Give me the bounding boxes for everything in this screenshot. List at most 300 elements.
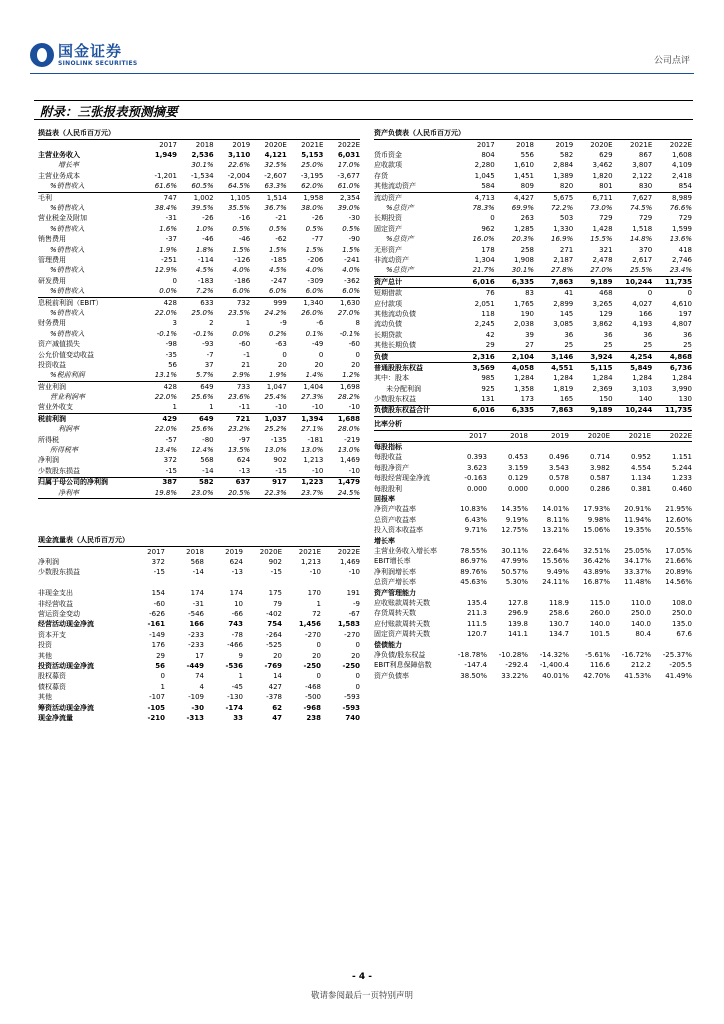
row-value: 21.7%: [455, 266, 494, 277]
row-value: 9,189: [573, 277, 612, 288]
row-value: 1,599: [671, 224, 692, 233]
row-value: 0.0%: [140, 286, 177, 297]
row-label: 其他流动资产: [374, 182, 455, 193]
row-value: [487, 588, 528, 598]
year-header: 2020E: [264, 140, 287, 149]
logo-cn: 国金证券: [58, 41, 123, 60]
table-row: [374, 277, 692, 288]
row-value: 108.0: [671, 598, 692, 607]
income-statement: [38, 127, 360, 499]
row-value: 729: [599, 214, 613, 223]
year-header: 2017: [147, 547, 165, 556]
row-label: EBIT利息保障倍数: [374, 661, 432, 670]
row-value: -0.1%: [156, 329, 178, 338]
row-label: 现金净流量: [38, 713, 73, 722]
row-value: [610, 442, 651, 453]
row-value: 130.7: [548, 619, 569, 628]
row-value: 16.87%: [583, 578, 610, 587]
year-header: 2017: [159, 140, 178, 149]
row-value: 9.49%: [546, 567, 569, 576]
row-value: 503: [559, 214, 574, 223]
row-label: 应收款项: [374, 161, 402, 170]
row-value: [446, 640, 487, 650]
row-value: -63: [275, 340, 287, 349]
table-row: [38, 276, 360, 286]
row-value: 7,627: [632, 193, 653, 202]
logo-en: SINOLINK SECURITIES: [58, 59, 138, 67]
balance-sheet: [374, 127, 692, 417]
row-value: 22.3%: [250, 488, 287, 499]
row-value: 0.1%: [305, 329, 324, 338]
row-value: 27.0%: [337, 308, 360, 317]
row-label: 营业利润率: [50, 393, 85, 402]
row-value: 0.000: [507, 484, 528, 493]
row-value: 902: [268, 558, 282, 567]
table-row: [38, 350, 360, 360]
row-value: 1,456: [298, 620, 321, 629]
row-value: 1,479: [337, 478, 360, 487]
table-row: [374, 536, 692, 546]
table-row: [374, 650, 692, 660]
row-value: 568: [190, 558, 204, 567]
row-label: 存货周转天数: [374, 609, 416, 618]
row-value: -9: [353, 599, 360, 608]
row-value: 78.3%: [472, 204, 495, 213]
row-value: 1,514: [266, 193, 287, 202]
row-label: 净资产收益率: [374, 505, 416, 514]
row-value: 1,358: [513, 384, 534, 393]
row-value: 13.0%: [301, 446, 324, 455]
row-value: 1: [316, 599, 321, 608]
row-value: 11.48%: [624, 578, 651, 587]
row-value: 732: [236, 298, 251, 307]
row-value: 582: [559, 151, 574, 160]
page-number: - 4 -: [352, 972, 372, 982]
table-row: [38, 371, 360, 382]
row-value: 263: [520, 214, 534, 223]
row-value: 2.9%: [214, 371, 251, 382]
row-value: 32.51%: [583, 546, 610, 555]
row-value: 418: [678, 245, 692, 254]
row-value: -77: [311, 235, 324, 244]
row-value: 190: [520, 309, 534, 318]
row-value: 925: [481, 384, 495, 393]
row-value: 2017: [446, 431, 487, 442]
ratio-analysis: [374, 418, 692, 681]
table-row: [38, 245, 360, 255]
row-value: 69.9%: [511, 204, 534, 213]
row-value: 6,031: [337, 151, 360, 160]
row-value: 1,284: [513, 374, 534, 383]
row-value: 211.3: [466, 609, 487, 618]
row-value: 1,037: [264, 414, 287, 423]
row-value: 820: [534, 182, 573, 193]
table-row: [38, 414, 360, 425]
row-value: 29: [156, 651, 165, 660]
table-row: [374, 546, 692, 556]
row-value: 12.75%: [501, 526, 528, 535]
row-label: 归属于母公司的净利润: [38, 478, 108, 487]
row-value: 32.5%: [264, 161, 287, 170]
row-value: 39: [525, 330, 534, 339]
row-value: -525: [266, 641, 282, 650]
row-value: 747: [163, 193, 178, 202]
row-value: 129: [599, 309, 613, 318]
row-value: -3,677: [337, 171, 360, 180]
table-row: [38, 192, 360, 203]
row-value: 25.05%: [624, 546, 651, 555]
table-row: [374, 171, 692, 181]
row-value: 6,016: [455, 277, 494, 288]
row-value: 0.5%: [305, 224, 324, 233]
row-value: 6.0%: [287, 286, 324, 297]
row-value: -7: [206, 350, 214, 359]
row-value: 296.9: [507, 609, 528, 618]
table-row: [374, 442, 692, 453]
table-row: [38, 161, 360, 171]
row-value: 72.2%: [551, 204, 574, 213]
table-row: [38, 266, 360, 276]
ratio-table: [374, 431, 692, 681]
row-value: 111.5: [466, 619, 487, 628]
row-value: 0: [160, 672, 165, 681]
ratio-title: 比率分析: [374, 418, 692, 431]
table-row: [38, 255, 360, 265]
row-value: 2: [209, 319, 214, 328]
table-row: [38, 360, 360, 370]
row-label: 净利润: [38, 558, 59, 567]
table-row: [374, 161, 692, 171]
row-value: 23.0%: [177, 488, 214, 499]
row-value: 22.0%: [154, 425, 178, 434]
row-label: 经营活动现金净流: [38, 620, 94, 629]
row-label: 所得税: [38, 435, 59, 444]
row-value: 4,109: [671, 161, 692, 170]
row-value: 1.134: [630, 474, 651, 483]
row-value: -309: [307, 276, 324, 285]
row-value: -49: [311, 340, 324, 349]
row-value: 20.5%: [214, 488, 251, 499]
row-value: 61.6%: [140, 182, 177, 193]
row-value: 10,244: [613, 405, 653, 416]
row-value: 6.0%: [250, 286, 287, 297]
row-value: 178: [481, 245, 495, 254]
row-value: -0.1%: [339, 329, 360, 338]
row-value: 1,284: [632, 374, 653, 383]
row-value: -78: [231, 630, 243, 639]
row-value: 56: [155, 661, 165, 670]
row-value: 30.11%: [501, 546, 528, 555]
row-value: [528, 640, 569, 650]
table-row: [38, 661, 360, 671]
table-row: [374, 405, 692, 416]
row-value: -13: [231, 568, 243, 577]
row-value: 28.0%: [337, 425, 360, 434]
table-row: [374, 588, 692, 598]
row-value: [487, 442, 528, 453]
row-value: -90: [348, 235, 360, 244]
row-value: 21.66%: [665, 557, 692, 566]
row-value: 170: [307, 589, 321, 598]
row-label: 资产管理能力: [374, 588, 416, 597]
row-value: 1.5%: [269, 245, 287, 254]
row-value: -60: [238, 340, 251, 349]
row-value: 1.233: [671, 474, 692, 483]
row-label: EBIT增长率: [374, 557, 411, 566]
table-row: [374, 619, 692, 629]
row-value: 1,958: [303, 193, 324, 202]
row-value: 0.952: [630, 453, 651, 462]
row-value: 1,819: [553, 384, 574, 393]
row-value: 1,451: [513, 171, 534, 180]
row-value: 2020E: [569, 431, 610, 442]
table-row: [374, 330, 692, 340]
row-value: 830: [613, 182, 653, 193]
row-value: -1,201: [154, 171, 178, 180]
row-value: 4: [199, 682, 204, 691]
row-value: -205.5: [669, 661, 692, 670]
row-value: 33.22%: [501, 671, 528, 680]
row-value: 41: [564, 289, 574, 298]
row-value: 50.57%: [501, 567, 528, 576]
row-value: 729: [638, 214, 653, 223]
row-value: 3,924: [573, 351, 612, 362]
row-label: 非经营收益: [38, 599, 73, 608]
year-header: 2019: [555, 140, 574, 149]
row-value: 76: [485, 289, 495, 298]
table-row: [374, 474, 692, 484]
row-value: 1,610: [513, 161, 534, 170]
row-value: 258: [520, 245, 534, 254]
row-value: 649: [198, 414, 214, 423]
row-value: 733: [236, 382, 251, 391]
row-value: 130: [652, 394, 692, 405]
row-value: [126, 578, 165, 588]
row-value: 141.1: [507, 630, 528, 639]
row-value: 2,617: [632, 255, 653, 264]
row-value: 33.37%: [624, 567, 651, 576]
row-value: 1,688: [337, 414, 360, 423]
row-value: [243, 578, 282, 588]
row-value: 39.0%: [337, 204, 360, 213]
row-value: 5,153: [301, 151, 324, 160]
row-value: -185: [270, 255, 287, 264]
row-value: -15: [270, 568, 282, 577]
table-row: [38, 589, 360, 599]
row-value: 11.94%: [624, 515, 651, 524]
row-value: 63.3%: [250, 182, 287, 193]
row-value: [651, 640, 692, 650]
table-row: [374, 394, 692, 405]
row-value: 1.151: [671, 453, 692, 462]
row-value: -270: [305, 630, 321, 639]
table-row: [38, 466, 360, 477]
row-value: 8: [355, 319, 360, 328]
row-value: 25.2%: [264, 425, 287, 434]
table-row: [38, 557, 360, 567]
row-value: 1,330: [553, 224, 574, 233]
row-value: -536: [225, 661, 243, 670]
table-row: [38, 182, 360, 193]
row-label: %销售收入: [50, 266, 85, 275]
row-value: 1,394: [301, 414, 324, 423]
row-value: 20.55%: [665, 526, 692, 535]
row-value: 0: [316, 672, 321, 681]
row-label: 营业外收支: [38, 403, 140, 414]
row-label: 资产负债率: [374, 671, 409, 680]
row-value: 10: [234, 599, 243, 608]
row-value: -10: [287, 403, 324, 414]
row-label: 管理费用: [38, 255, 66, 264]
row-value: 3.623: [466, 463, 487, 472]
row-value: 56: [168, 360, 178, 369]
header-label: [38, 140, 140, 150]
table-row: [374, 182, 692, 193]
row-value: 38.0%: [301, 204, 324, 213]
row-value: 2021E: [610, 431, 651, 442]
row-value: 16.9%: [551, 235, 574, 244]
row-label: 非现金支出: [38, 589, 73, 598]
table-row: [38, 214, 360, 224]
row-value: -206: [307, 255, 324, 264]
row-value: 250.0: [671, 609, 692, 618]
row-value: 2022E: [651, 431, 692, 442]
row-value: [610, 588, 651, 598]
row-value: 2018: [487, 431, 528, 442]
row-value: -109: [188, 693, 204, 702]
row-value: 30.1%: [191, 161, 214, 170]
row-value: -233: [188, 641, 204, 650]
row-value: 1,105: [230, 193, 251, 202]
row-value: [528, 536, 569, 546]
row-value: 582: [198, 478, 214, 487]
row-value: 14.8%: [630, 235, 653, 244]
row-value: -466: [227, 641, 243, 650]
row-value: 1,949: [154, 151, 178, 160]
row-value: 8.11%: [546, 515, 569, 524]
row-value: 556: [520, 151, 534, 160]
row-value: -30: [348, 214, 360, 223]
row-value: 74: [195, 672, 204, 681]
year-header: 2021E: [630, 140, 653, 149]
row-value: 212.2: [630, 661, 651, 670]
row-value: [446, 494, 487, 504]
row-value: 2,536: [191, 151, 214, 160]
row-value: 120.7: [466, 630, 487, 639]
row-value: 0.587: [589, 474, 610, 483]
year-header-row: [38, 140, 360, 150]
row-value: 36: [643, 330, 653, 339]
row-value: 3,265: [592, 299, 613, 308]
row-value: 7,863: [534, 405, 573, 416]
row-value: 173: [495, 394, 534, 405]
table-row: [38, 381, 360, 392]
year-header: 2021E: [298, 547, 321, 556]
row-value: -31: [165, 214, 178, 223]
row-value: 40.01%: [542, 671, 569, 680]
table-row: [374, 374, 692, 384]
disclaimer: 敬请参阅最后一页特别声明: [310, 991, 413, 1001]
row-value: 0: [172, 276, 178, 285]
table-row: [38, 703, 360, 713]
row-value: -60: [153, 599, 165, 608]
row-label: 货币资金: [374, 151, 402, 160]
row-value: 3,146: [534, 351, 573, 362]
row-value: 867: [638, 151, 653, 160]
row-value: -25.37%: [662, 650, 692, 659]
row-value: 140.0: [630, 619, 651, 628]
table-row: [374, 515, 692, 525]
row-value: 79: [273, 599, 282, 608]
row-value: 43.89%: [583, 567, 610, 576]
row-value: [487, 536, 528, 546]
row-value: [446, 442, 487, 453]
row-value: 6,736: [669, 363, 692, 372]
row-value: -292.4: [505, 661, 528, 670]
row-value: 2,051: [474, 299, 495, 308]
row-value: 25.6%: [191, 393, 214, 402]
table-row: [374, 505, 692, 515]
row-value: 27.1%: [301, 425, 324, 434]
row-value: 4,027: [632, 299, 653, 308]
row-value: 0.0%: [232, 329, 251, 338]
row-value: 0.578: [548, 474, 569, 483]
row-value: 9: [238, 651, 243, 660]
row-value: 197: [678, 309, 692, 318]
income-table: [38, 140, 360, 499]
logo-mark-icon: [30, 43, 54, 67]
row-value: -251: [161, 255, 178, 264]
row-value: 0.381: [630, 484, 651, 493]
row-value: 174: [190, 589, 204, 598]
row-value: 1,340: [303, 298, 324, 307]
row-value: 1: [160, 682, 165, 691]
table-row: [374, 384, 692, 394]
row-value: -402: [266, 610, 282, 619]
row-value: 145: [559, 309, 574, 318]
row-value: 6,016: [455, 405, 494, 416]
row-value: 1: [140, 403, 177, 414]
row-value: 0: [355, 682, 360, 691]
row-value: -14: [177, 466, 214, 477]
table-row: [38, 599, 360, 609]
row-value: 721: [235, 414, 251, 423]
row-value: 1,284: [553, 374, 574, 383]
row-value: 39.5%: [191, 204, 214, 213]
row-value: 12.9%: [154, 266, 178, 275]
row-value: 28.2%: [337, 393, 360, 402]
row-value: 17.93%: [583, 505, 610, 514]
row-value: 64.5%: [214, 182, 251, 193]
row-value: 5.7%: [177, 371, 214, 382]
table-row: [374, 598, 692, 608]
table-row: [374, 266, 692, 277]
row-value: 4,807: [671, 320, 692, 329]
row-value: 33: [233, 713, 243, 722]
row-value: 1: [177, 403, 214, 414]
row-value: 9.98%: [587, 515, 610, 524]
year-header: 2019: [225, 547, 243, 556]
row-value: [140, 161, 177, 171]
row-value: 35.5%: [227, 204, 251, 213]
row-value: 37: [204, 360, 214, 369]
page-header: [30, 40, 694, 70]
row-value: 804: [481, 151, 495, 160]
row-value: -219: [344, 435, 360, 444]
header-label: [38, 547, 126, 557]
row-label: 固定资产周转天数: [374, 630, 430, 639]
row-value: -270: [344, 630, 360, 639]
